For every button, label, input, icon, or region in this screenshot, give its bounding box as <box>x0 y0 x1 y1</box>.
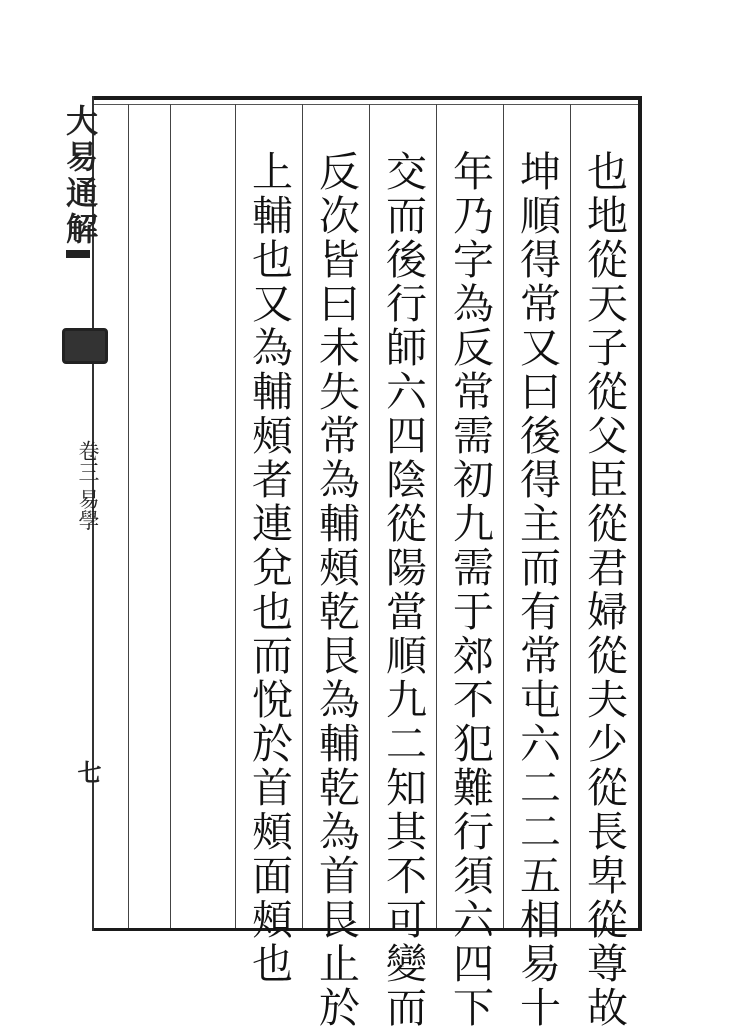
fish-tail-mark <box>62 328 108 364</box>
margin-page-number: 七 <box>73 760 102 784</box>
text-column-2: 坤順得常又曰後得主而有常屯六二二五相易十 <box>513 150 561 1030</box>
frame-top-inner-border <box>92 104 642 105</box>
frame-right-border <box>638 96 642 931</box>
column-divider <box>170 104 171 928</box>
column-divider <box>235 104 236 928</box>
text-column-6: 上輔也又為輔頰者連兌也而悅於首頰面頰也 <box>245 150 293 986</box>
column-divider <box>128 104 129 928</box>
column-divider <box>570 104 571 928</box>
column-divider <box>503 104 504 928</box>
column-divider <box>369 104 370 928</box>
margin-chapter: 卷三 易學 <box>76 440 100 531</box>
margin-book-title: 大易通解 <box>61 104 99 248</box>
column-divider <box>436 104 437 928</box>
text-column-4: 交而後行師六四陰從陽當順九二知其不可變而 <box>379 150 427 1030</box>
margin-ink-mark <box>66 250 90 258</box>
column-divider <box>302 104 303 928</box>
text-column-1: 也地從天子從父臣從君婦從夫少從長卑從尊故 <box>580 150 628 1030</box>
text-column-3: 年乃字為反常需初九需于郊不犯難行須六四下 <box>446 150 494 1030</box>
frame-top-border <box>92 96 642 100</box>
text-column-5: 反次皆曰未失常為輔頰乾艮為輔乾為首艮止於 <box>312 150 360 1030</box>
